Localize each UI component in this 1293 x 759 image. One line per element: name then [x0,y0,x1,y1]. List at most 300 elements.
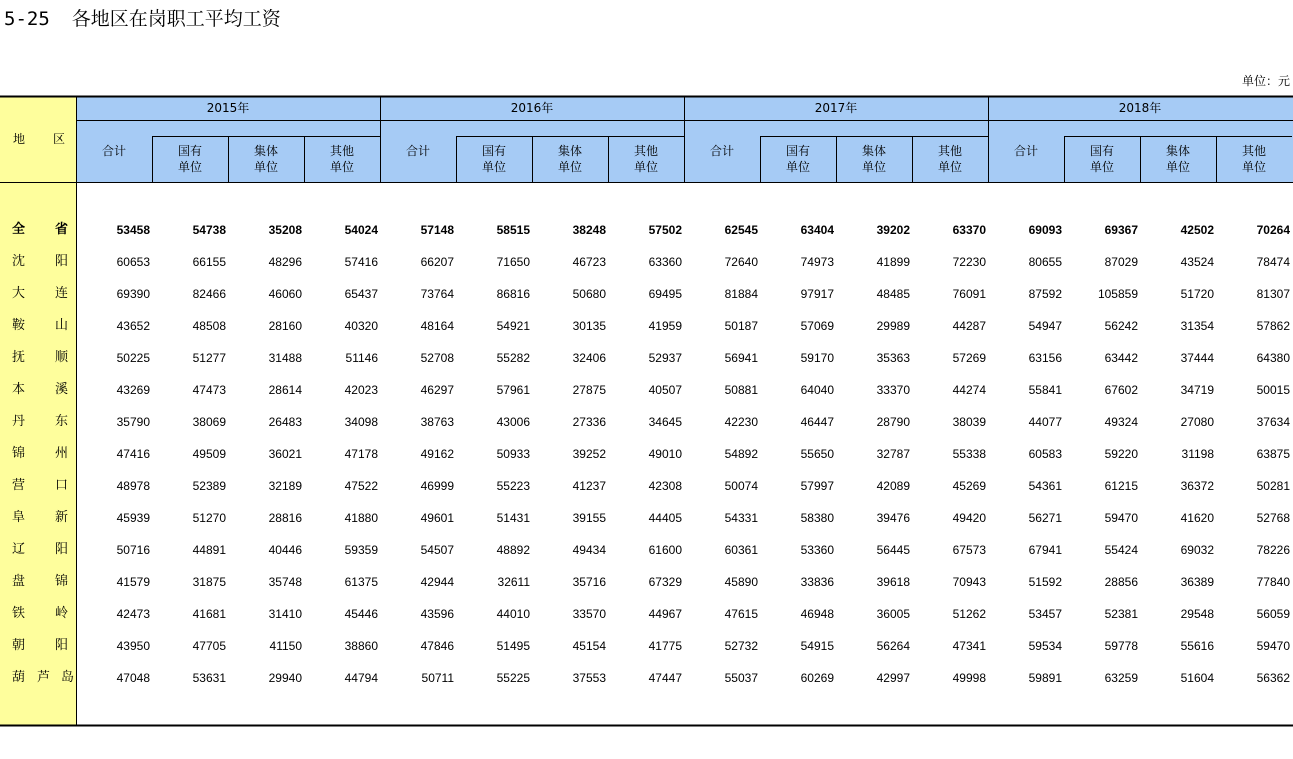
table-cell: 60583 [1028,447,1062,461]
table-cell: 45269 [952,479,986,493]
table-cell: 46723 [572,255,606,269]
table-cell: 70943 [952,575,986,589]
region-name-char: 大 [12,286,26,301]
table-cell: 34645 [648,415,682,429]
table-cell: 44287 [952,319,986,333]
region-name-char: 连 [55,286,69,301]
table-cell: 43524 [1180,255,1214,269]
table-cell: 50074 [724,479,758,493]
table-cell: 40320 [344,319,378,333]
table-cell: 38039 [952,415,986,429]
table-cell: 51146 [345,351,378,365]
table-cell: 60653 [116,255,150,269]
unit-label: 单位：元 [1241,74,1290,88]
table-cell: 70264 [1256,223,1290,237]
table-cell: 44405 [648,511,682,525]
table-cell: 33370 [876,383,910,397]
table-cell: 67573 [952,543,986,557]
subcolumn-header: 单位 [633,160,658,174]
table-cell: 63370 [952,223,986,237]
table-cell: 44274 [952,383,986,397]
table-cell: 54738 [192,223,226,237]
table-cell: 33836 [800,575,834,589]
region-name-char: 辽 [12,542,26,557]
table-cell: 46999 [420,479,454,493]
table-cell: 56362 [1256,671,1290,685]
subcolumn-header: 其他 [329,144,354,158]
region-name-char: 沈 [12,254,26,269]
table-cell: 52708 [420,351,454,365]
table-cell: 56059 [1256,607,1290,621]
table-cell: 57148 [420,223,454,237]
table-cell: 51270 [192,511,226,525]
table-cell: 57961 [496,383,530,397]
year-header: 2018年 [1118,101,1162,115]
table-cell: 55223 [496,479,530,493]
table-cell: 39202 [876,223,910,237]
region-name-char: 溪 [55,382,69,397]
table-cell: 51431 [496,511,530,525]
table-cell: 26483 [268,415,302,429]
region-name-char: 朝 [12,638,26,653]
table-cell: 45890 [724,575,758,589]
subcolumn-header: 国有 [177,144,202,158]
table-cell: 82466 [192,287,226,301]
table-cell: 52768 [1256,511,1290,525]
table-cell: 42308 [648,479,682,493]
subcolumn-header: 单位 [1089,160,1114,174]
region-name-char: 省 [55,222,69,237]
region-column-fill [0,96,76,725]
table-cell: 52732 [724,639,758,653]
table-cell: 32406 [572,351,606,365]
table-cell: 47473 [192,383,226,397]
subcolumn-header: 集体 [253,144,278,158]
table-cell: 51277 [192,351,226,365]
table-cell: 66155 [192,255,226,269]
table-cell: 30135 [572,319,606,333]
table-cell: 41150 [269,639,302,653]
table-cell: 41959 [648,319,682,333]
table-cell: 69495 [648,287,682,301]
subcolumn-header: 单位 [557,160,582,174]
region-name-char: 本 [12,382,26,397]
table-cell: 51495 [496,639,530,653]
region-name-char: 州 [55,446,69,461]
table-cell: 69390 [116,287,150,301]
subcolumn-header: 合计 [1013,144,1038,158]
table-cell: 67941 [1028,543,1062,557]
table-cell: 28856 [1104,575,1138,589]
table-cell: 42944 [420,575,454,589]
table-cell: 49420 [952,511,986,525]
table-cell: 47522 [344,479,378,493]
table-cell: 28160 [268,319,302,333]
subcolumn-header: 集体 [861,144,886,158]
table-cell: 41620 [1180,511,1214,525]
table-cell: 67602 [1104,383,1138,397]
region-name-char: 锦 [55,574,69,589]
table-cell: 46297 [420,383,454,397]
table-cell: 46948 [800,607,834,621]
table-cell: 78226 [1256,543,1290,557]
table-cell: 47341 [952,639,986,653]
table-cell: 72640 [724,255,758,269]
table-cell: 45939 [116,511,150,525]
table-cell: 55037 [724,671,758,685]
table-cell: 57502 [648,223,682,237]
table-cell: 31410 [268,607,302,621]
region-name-char: 葫 [12,670,26,685]
table-cell: 42230 [724,415,758,429]
region-header-char: 地 [12,132,25,146]
table-cell: 42502 [1180,223,1214,237]
table-cell: 45446 [344,607,378,621]
table-cell: 77840 [1256,575,1290,589]
table-cell: 43269 [116,383,150,397]
table-cell: 63259 [1104,671,1138,685]
table-cell: 48508 [192,319,226,333]
table-cell: 51262 [952,607,986,621]
table-cell: 29940 [268,671,302,685]
table-cell: 51604 [1180,671,1214,685]
region-name-char: 锦 [12,446,26,461]
subcolumn-header: 单位 [937,160,962,174]
table-cell: 42089 [876,479,910,493]
table-cell: 69093 [1028,223,1062,237]
table-cell: 32611 [497,575,530,589]
table-cell: 36021 [268,447,302,461]
table-cell: 27875 [572,383,606,397]
table-cell: 69032 [1180,543,1214,557]
table-cell: 43652 [116,319,150,333]
table-cell: 63360 [648,255,682,269]
table-cell: 31875 [192,575,226,589]
region-name-char: 丹 [12,414,26,429]
table-cell: 49509 [192,447,226,461]
table-cell: 43950 [116,639,150,653]
region-name-char: 铁 [12,606,26,621]
subcolumn-header: 合计 [101,144,126,158]
table-cell: 47846 [420,639,454,653]
table-cell: 57997 [800,479,834,493]
table-cell: 52389 [192,479,226,493]
region-header-char: 区 [52,132,65,146]
table-cell: 35363 [876,351,910,365]
year-header: 2017年 [814,101,858,115]
region-name-char: 山 [55,318,69,333]
table-cell: 38763 [420,415,454,429]
table-cell: 49601 [420,511,454,525]
table-cell: 49010 [648,447,682,461]
table-cell: 59170 [800,351,834,365]
region-name-char: 岭 [55,606,69,621]
table-cell: 54507 [420,543,454,557]
table-cell: 64380 [1256,351,1290,365]
region-name-char: 阳 [55,638,69,653]
region-name-char: 新 [55,510,69,525]
table-cell: 44077 [1028,415,1062,429]
subcolumn-header: 单位 [1241,160,1266,174]
table-cell: 46447 [800,415,834,429]
table-cell: 46060 [268,287,302,301]
table-cell: 48164 [420,319,454,333]
region-name-char: 全 [12,222,26,237]
table-cell: 54947 [1028,319,1062,333]
table-cell: 44010 [496,607,530,621]
subcolumn-header: 国有 [1089,144,1114,158]
table-cell: 34098 [344,415,378,429]
table-cell: 55338 [952,447,986,461]
table-cell: 42473 [116,607,150,621]
table-cell: 32787 [876,447,910,461]
table-cell: 80655 [1028,255,1062,269]
table-cell: 49324 [1104,415,1138,429]
table-cell: 57416 [344,255,378,269]
table-cell: 49434 [572,543,606,557]
table-cell: 45154 [572,639,606,653]
table-cell: 35208 [268,223,302,237]
table-cell: 37634 [1256,415,1290,429]
table-cell: 60361 [724,543,758,557]
table-cell: 44967 [648,607,682,621]
table-cell: 50281 [1256,479,1290,493]
table-cell: 56271 [1028,511,1062,525]
table-cell: 56242 [1104,319,1138,333]
table-cell: 31354 [1180,319,1214,333]
table-cell: 49162 [420,447,454,461]
table-cell: 41237 [572,479,606,493]
table-cell: 57862 [1256,319,1290,333]
year-header: 2016年 [510,101,554,115]
table-cell: 51720 [1180,287,1214,301]
table-cell: 53457 [1028,607,1062,621]
table-cell: 54921 [496,319,530,333]
table-cell: 36005 [876,607,910,621]
table-cell: 29989 [876,319,910,333]
table-cell: 59220 [1104,447,1138,461]
table-cell: 50881 [724,383,758,397]
table-cell: 48296 [268,255,302,269]
region-name-char: 岛 [61,670,75,685]
table-cell: 57069 [800,319,834,333]
table-cell: 36372 [1180,479,1214,493]
table-cell: 53458 [116,223,150,237]
table-cell: 47178 [344,447,378,461]
region-name-char: 口 [55,478,69,493]
region-name-char: 阳 [55,254,69,269]
region-name-char: 阳 [55,542,69,557]
table-cell: 55841 [1028,383,1062,397]
table-cell: 49998 [952,671,986,685]
table-cell: 55225 [496,671,530,685]
table-cell: 55424 [1104,543,1138,557]
table-cell: 78474 [1256,255,1290,269]
table-cell: 62545 [724,223,758,237]
table-cell: 31198 [1181,447,1214,461]
table-cell: 39252 [572,447,606,461]
table-cell: 33570 [572,607,606,621]
table-cell: 58380 [800,511,834,525]
table-cell: 41880 [344,511,378,525]
table-cell: 55616 [1180,639,1214,653]
table-cell: 32189 [268,479,302,493]
region-name-char: 营 [12,478,26,493]
subcolumn-header: 其他 [633,144,658,158]
table-cell: 37553 [572,671,606,685]
table-cell: 47615 [724,607,758,621]
subcolumn-header: 单位 [253,160,278,174]
table-cell: 53360 [800,543,834,557]
table-cell: 58515 [496,223,530,237]
subcolumn-header: 集体 [1165,144,1190,158]
table-cell: 81307 [1256,287,1290,301]
table-cell: 53631 [192,671,226,685]
table-cell: 54361 [1028,479,1062,493]
table-cell: 87029 [1104,255,1138,269]
table-cell: 50680 [572,287,606,301]
subcolumn-header: 单位 [861,160,886,174]
table-cell: 76091 [952,287,986,301]
subcolumn-header: 单位 [481,160,506,174]
table-cell: 34719 [1180,383,1214,397]
table-cell: 41579 [116,575,150,589]
table-cell: 42023 [344,383,378,397]
table-cell: 38248 [572,223,606,237]
table-cell: 47416 [116,447,150,461]
year-header: 2015年 [206,101,250,115]
table-cell: 48978 [116,479,150,493]
subcolumn-header: 合计 [709,144,734,158]
table-cell: 35790 [116,415,150,429]
table-cell: 37444 [1180,351,1214,365]
table-cell: 52381 [1104,607,1138,621]
table-cell: 50015 [1256,383,1290,397]
table-cell: 61375 [344,575,378,589]
table-cell: 50933 [496,447,530,461]
table-cell: 55282 [496,351,530,365]
table-cell: 56445 [876,543,910,557]
table-cell: 51592 [1028,575,1062,589]
table-cell: 63156 [1028,351,1062,365]
table-cell: 81884 [724,287,758,301]
subcolumn-header: 国有 [785,144,810,158]
table-cell: 63875 [1256,447,1290,461]
subcolumn-header: 单位 [329,160,354,174]
table-cell: 41681 [192,607,226,621]
table-cell: 71650 [496,255,530,269]
table-name: 各地区在岗职工平均工资 [71,8,281,30]
region-name-char: 芦 [37,670,51,685]
table-cell: 54892 [724,447,758,461]
table-cell: 43596 [420,607,454,621]
table-cell: 59359 [344,543,378,557]
table-cell: 27080 [1180,415,1214,429]
table-cell: 36389 [1180,575,1214,589]
region-name-char: 盘 [12,574,26,589]
subcolumn-header: 其他 [1241,144,1266,158]
table-code: 5-25 [4,8,50,30]
table-cell: 48892 [496,543,530,557]
table-cell: 63442 [1104,351,1138,365]
table-cell: 74973 [800,255,834,269]
region-name-char: 顺 [55,350,69,365]
table-cell: 61600 [648,543,682,557]
table-cell: 29548 [1180,607,1214,621]
table-cell: 40507 [648,383,682,397]
table-cell: 47048 [116,671,150,685]
table-cell: 47705 [192,639,226,653]
table-cell: 65437 [344,287,378,301]
subcolumn-header: 其他 [937,144,962,158]
table-cell: 50225 [116,351,150,365]
table-cell: 39476 [876,511,910,525]
subcolumn-header: 单位 [1165,160,1190,174]
table-cell: 72230 [952,255,986,269]
table-cell: 42997 [876,671,910,685]
table-cell: 50187 [724,319,758,333]
subcolumn-header: 单位 [177,160,202,174]
region-name-char: 抚 [12,350,26,365]
table-cell: 87592 [1028,287,1062,301]
table-cell: 38860 [344,639,378,653]
table-cell: 59891 [1028,671,1062,685]
table-cell: 50711 [421,671,454,685]
table-cell: 73764 [420,287,454,301]
table-cell: 97917 [800,287,834,301]
table-cell: 28790 [876,415,910,429]
table-cell: 69367 [1104,223,1138,237]
table-cell: 64040 [800,383,834,397]
table-cell: 59778 [1104,639,1138,653]
table-cell: 50716 [116,543,150,557]
table-cell: 40446 [268,543,302,557]
table-cell: 39155 [572,511,606,525]
subcolumn-header: 国有 [481,144,506,158]
table-cell: 105859 [1097,287,1138,301]
table-cell: 54915 [800,639,834,653]
table-cell: 43006 [496,415,530,429]
table-cell: 57269 [952,351,986,365]
table-cell: 39618 [876,575,910,589]
table-cell: 56264 [876,639,910,653]
table-cell: 54331 [724,511,758,525]
table-cell: 41775 [648,639,682,653]
region-name-char: 鞍 [12,318,26,333]
table-cell: 38069 [192,415,226,429]
table-cell: 55650 [800,447,834,461]
table-cell: 67329 [648,575,682,589]
table-cell: 41899 [876,255,910,269]
table-cell: 56941 [724,351,758,365]
table-cell: 59470 [1104,511,1138,525]
table-cell: 52937 [648,351,682,365]
region-name-char: 东 [55,414,69,429]
table-cell: 59470 [1256,639,1290,653]
table-cell: 35748 [268,575,302,589]
table-cell: 44794 [344,671,378,685]
table-cell: 86816 [496,287,530,301]
table-cell: 60269 [800,671,834,685]
table-cell: 48485 [876,287,910,301]
table-cell: 54024 [344,223,378,237]
table-cell: 66207 [420,255,454,269]
table-cell: 28816 [268,511,302,525]
table-cell: 31488 [268,351,302,365]
table-cell: 47447 [648,671,682,685]
table-cell: 28614 [268,383,302,397]
table-cell: 27336 [572,415,606,429]
